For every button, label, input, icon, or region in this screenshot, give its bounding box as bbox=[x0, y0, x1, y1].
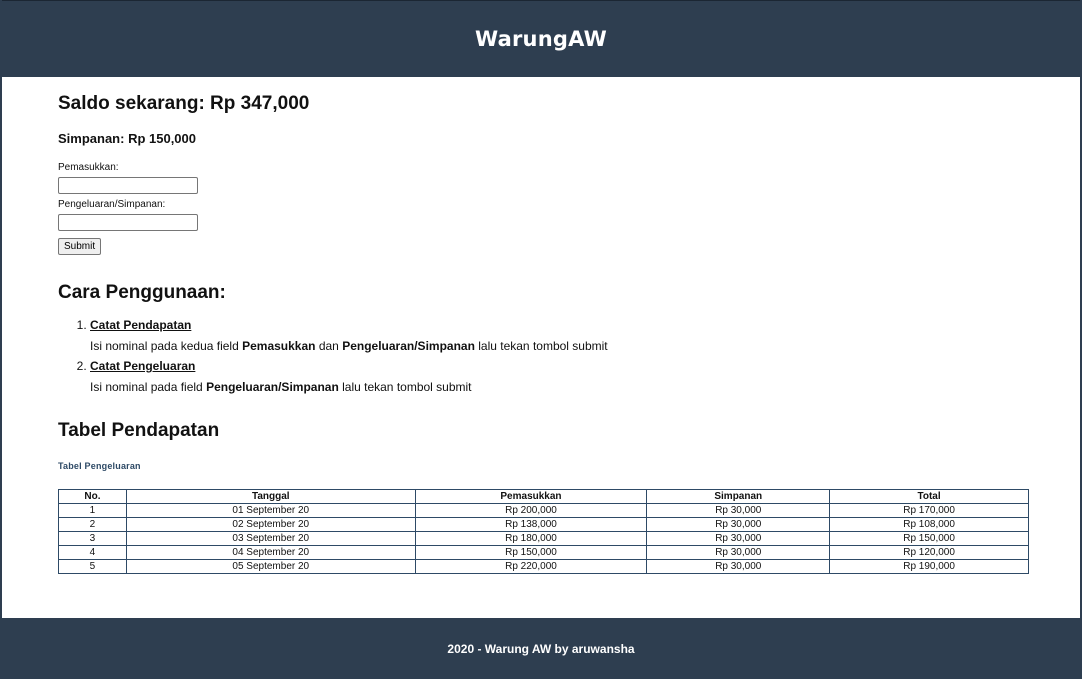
table-cell: 05 September 20 bbox=[126, 560, 415, 574]
table-cell: Rp 150,000 bbox=[415, 546, 647, 560]
table-cell: Rp 30,000 bbox=[647, 546, 830, 560]
table-cell: Rp 190,000 bbox=[830, 560, 1029, 574]
brand-title: WarungAW bbox=[475, 27, 607, 51]
column-header: Total bbox=[830, 490, 1029, 504]
column-header: Tanggal bbox=[126, 490, 415, 504]
table-cell: 03 September 20 bbox=[126, 532, 415, 546]
guide-step-2 bbox=[90, 359, 1026, 394]
table-cell: Rp 108,000 bbox=[830, 518, 1029, 532]
site-footer bbox=[2, 618, 1080, 679]
guide-steps bbox=[56, 318, 1026, 394]
table-header-row bbox=[59, 490, 1029, 504]
site-header bbox=[2, 0, 1080, 77]
table-cell: Rp 180,000 bbox=[415, 532, 647, 546]
footer-text: 2020 - Warung AW by aruwansha bbox=[447, 641, 635, 656]
guide-step-1 bbox=[90, 318, 1026, 353]
pemasukkan-label: Pemasukkan: bbox=[58, 162, 119, 173]
table-cell: 04 September 20 bbox=[126, 546, 415, 560]
table-cell: Rp 30,000 bbox=[647, 560, 830, 574]
guide-step-title: Catat Pendapatan bbox=[90, 318, 192, 332]
table-cell: Rp 200,000 bbox=[415, 504, 647, 518]
income-table bbox=[58, 489, 1029, 574]
table-cell: 3 bbox=[59, 532, 127, 546]
table-row bbox=[59, 518, 1029, 532]
guide-step-title: Catat Pengeluaran bbox=[90, 359, 196, 373]
savings-text: Simpanan: Rp 150,000 bbox=[58, 131, 196, 146]
pemasukkan-input[interactable] bbox=[58, 177, 198, 194]
table-row bbox=[59, 504, 1029, 518]
balance-heading: Saldo sekarang: Rp 347,000 bbox=[58, 93, 310, 114]
table-row bbox=[59, 546, 1029, 560]
table-heading: Tabel Pendapatan bbox=[58, 420, 220, 441]
table-cell: Rp 30,000 bbox=[647, 518, 830, 532]
table-cell: 1 bbox=[59, 504, 127, 518]
table-cell: 4 bbox=[59, 546, 127, 560]
table-row bbox=[59, 560, 1029, 574]
table-row bbox=[59, 532, 1029, 546]
table-cell: Rp 138,000 bbox=[415, 518, 647, 532]
table-cell: 2 bbox=[59, 518, 127, 532]
pengeluaran-input[interactable] bbox=[58, 214, 198, 231]
guide-step-desc: Isi nominal pada field Pengeluaran/Simpanan lalu tekan tombol submit bbox=[90, 380, 472, 394]
column-header: No. bbox=[59, 490, 127, 504]
submit-button[interactable]: Submit bbox=[58, 238, 101, 255]
table-cell: Rp 150,000 bbox=[830, 532, 1029, 546]
table-cell: 01 September 20 bbox=[126, 504, 415, 518]
table-cell: Rp 170,000 bbox=[830, 504, 1029, 518]
table-cell: Rp 30,000 bbox=[647, 504, 830, 518]
transaction-form bbox=[58, 162, 1026, 255]
column-header: Simpanan bbox=[647, 490, 830, 504]
pengeluaran-label: Pengeluaran/Simpanan: bbox=[58, 199, 166, 210]
main-content bbox=[56, 77, 1026, 574]
column-header: Pemasukkan bbox=[415, 490, 647, 504]
table-cell: Rp 220,000 bbox=[415, 560, 647, 574]
guide-step-desc: Isi nominal pada kedua field Pemasukkan dan Pengeluaran/Simpanan lalu tekan tombol submit bbox=[90, 339, 608, 353]
table-cell: 5 bbox=[59, 560, 127, 574]
table-cell: Rp 120,000 bbox=[830, 546, 1029, 560]
guide-heading: Cara Penggunaan: bbox=[58, 282, 226, 303]
table-cell: Rp 30,000 bbox=[647, 532, 830, 546]
expense-table-link[interactable]: Tabel Pengeluaran bbox=[58, 461, 141, 471]
table-cell: 02 September 20 bbox=[126, 518, 415, 532]
